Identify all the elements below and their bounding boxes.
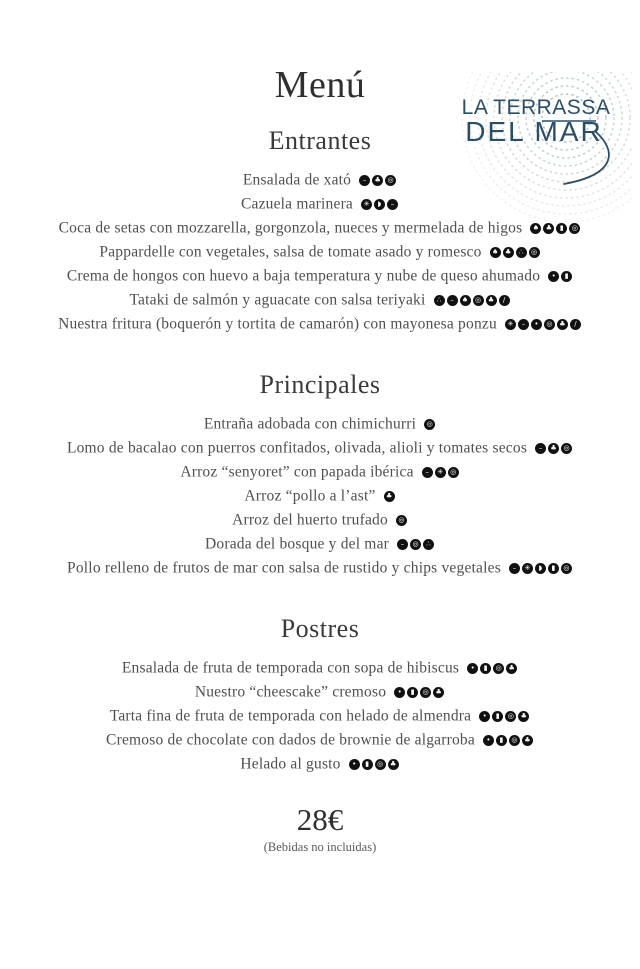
logo-text-line1: LA TERRASSA — [461, 96, 611, 119]
gluten-allergen-icon: ♠ — [460, 295, 471, 306]
logo-graphic — [446, 72, 632, 250]
crustaceans-allergen-icon: ✳ — [505, 319, 516, 330]
molluscs-allergen-icon: ◗ — [374, 199, 385, 210]
fish-allergen-icon: – — [518, 319, 529, 330]
nuts-allergen-icon: ♣ — [433, 687, 444, 698]
nuts-allergen-icon: ♣ — [557, 319, 568, 330]
milk-allergen-icon: ▮ — [407, 687, 418, 698]
menu-item — [0, 656, 640, 680]
sulphites-allergen-icon: ◎ — [410, 539, 421, 550]
egg-allergen-icon: • — [467, 663, 478, 674]
fish-allergen-icon: – — [422, 467, 433, 478]
menu-item — [0, 484, 640, 508]
menu-item-text: Arroz “senyoret” con papada ibérica — [180, 463, 414, 481]
nuts-allergen-icon: ♣ — [522, 735, 533, 746]
fish-allergen-icon: – — [397, 539, 408, 550]
milk-allergen-icon: ▮ — [362, 759, 373, 770]
restaurant-logo — [446, 72, 632, 250]
nuts-allergen-icon: ♣ — [548, 443, 559, 454]
section-heading: Principales — [259, 370, 381, 399]
nuts-allergen-icon: ♣ — [518, 711, 529, 722]
allergen-icon-row — [358, 175, 397, 186]
sesame-allergen-icon: ∴ — [434, 295, 445, 306]
soy-allergen-icon: / — [499, 295, 510, 306]
fish-allergen-icon: – — [447, 295, 458, 306]
menu-item-text: Entraña adobada con chimichurri — [203, 415, 417, 433]
section-heading: Entrantes — [268, 126, 372, 155]
allergen-icon-row — [360, 199, 399, 210]
menu-item — [0, 680, 640, 704]
sulphites-allergen-icon: ◎ — [493, 663, 504, 674]
price-note: (Bebidas no incluidas) — [263, 840, 377, 854]
allergen-icon-row — [395, 515, 408, 526]
fish-allergen-icon: – — [509, 563, 520, 574]
nuts-allergen-icon: ♣ — [543, 223, 554, 234]
menu-item-text: Cazuela marinera — [240, 195, 354, 213]
menu-item — [0, 752, 640, 776]
menu-price: 28€ — [296, 802, 344, 837]
fish-allergen-icon: – — [535, 443, 546, 454]
allergen-icon-row — [348, 759, 400, 770]
sulphites-allergen-icon: ◎ — [529, 247, 540, 258]
gluten-allergen-icon: ♠ — [530, 223, 541, 234]
menu-item-text: Dorada del bosque y del mar — [204, 535, 390, 553]
sulphites-allergen-icon: ◎ — [569, 223, 580, 234]
menu-item — [0, 264, 640, 288]
fish-allergen-icon: – — [387, 199, 398, 210]
menu-item-text: Coca de setas con mozzarella, gorgonzola, nueces y mermelada de higos — [58, 219, 523, 237]
menu-page — [0, 64, 640, 969]
fish-allergen-icon: – — [359, 175, 370, 186]
allergen-icon-row — [393, 687, 445, 698]
menu-section-postres — [0, 614, 640, 776]
allergen-icon-row — [547, 271, 573, 282]
egg-allergen-icon: • — [349, 759, 360, 770]
gluten-allergen-icon: ♠ — [490, 247, 501, 258]
allergen-icon-row — [508, 563, 573, 574]
molluscs-allergen-icon: ◗ — [535, 563, 546, 574]
sulphites-allergen-icon: ◎ — [544, 319, 555, 330]
menu-item — [0, 704, 640, 728]
menu-item — [0, 508, 640, 532]
nuts-allergen-icon: ♣ — [503, 247, 514, 258]
logo-text-line2: DEL MAR — [465, 116, 603, 147]
milk-allergen-icon: ▮ — [561, 271, 572, 282]
menu-item-text: Pappardelle con vegetales, salsa de tomate asado y romesco — [99, 243, 482, 261]
egg-allergen-icon: • — [483, 735, 494, 746]
menu-item — [0, 288, 640, 312]
egg-allergen-icon: • — [479, 711, 490, 722]
nuts-allergen-icon: ♣ — [486, 295, 497, 306]
milk-allergen-icon: ▮ — [480, 663, 491, 674]
menu-item-text: Pollo relleno de frutos de mar con salsa de rustido y chips vegetales — [67, 559, 501, 577]
sulphites-allergen-icon: ◎ — [473, 295, 484, 306]
nuts-allergen-icon: ♣ — [384, 491, 395, 502]
allergen-icon-row — [466, 663, 518, 674]
milk-allergen-icon: ▮ — [548, 563, 559, 574]
crustaceans-allergen-icon: ✳ — [435, 467, 446, 478]
allergen-icon-row — [504, 319, 582, 330]
allergen-icon-row — [534, 443, 573, 454]
section-heading: Postres — [280, 614, 360, 643]
milk-allergen-icon: ▮ — [556, 223, 567, 234]
menu-item-text: Nuestra fritura (boquerón y tortita de camarón) con mayonesa ponzu — [58, 315, 497, 333]
sulphites-allergen-icon: ◎ — [424, 419, 435, 430]
sulphites-allergen-icon: ◎ — [561, 563, 572, 574]
allergen-icon-row — [423, 419, 436, 430]
menu-item-text: Lomo de bacalao con puerros confitados, olivada, alioli y tomates secos — [66, 439, 528, 457]
egg-allergen-icon: • — [394, 687, 405, 698]
page-title: Menú — [274, 64, 366, 106]
sesame-allergen-icon: ∴ — [516, 247, 527, 258]
menu-item-text: Crema de hongos con huevo a baja temperatura y nube de queso ahumado — [66, 267, 541, 285]
egg-allergen-icon: • — [531, 319, 542, 330]
menu-section-principales — [0, 370, 640, 580]
allergen-icon-row — [421, 467, 460, 478]
milk-allergen-icon: ▮ — [496, 735, 507, 746]
menu-item — [0, 728, 640, 752]
allergen-icon-row — [482, 735, 534, 746]
menu-item-text: Tataki de salmón y aguacate con salsa teriyaki — [129, 291, 426, 309]
menu-item-text: Helado al gusto — [240, 755, 341, 773]
crustaceans-allergen-icon: ✳ — [522, 563, 533, 574]
menu-item-text: Ensalada de xató — [242, 171, 352, 189]
allergen-icon-row — [478, 711, 530, 722]
menu-item-text: Arroz del huerto trufado — [232, 511, 388, 529]
egg-allergen-icon: • — [548, 271, 559, 282]
menu-item-text: Nuestro “cheescake” cremoso — [194, 683, 387, 701]
sulphites-allergen-icon: ◎ — [396, 515, 407, 526]
sesame-allergen-icon: ∴ — [423, 539, 434, 550]
allergen-icon-row — [396, 539, 435, 550]
menu-item — [0, 412, 640, 436]
sulphites-allergen-icon: ◎ — [375, 759, 386, 770]
menu-item-text: Ensalada de fruta de temporada con sopa de hibiscus — [121, 659, 460, 677]
milk-allergen-icon: ▮ — [492, 711, 503, 722]
nuts-allergen-icon: ♣ — [388, 759, 399, 770]
logo-dotted-swirl — [462, 72, 632, 222]
menu-item — [0, 312, 640, 336]
allergen-icon-row — [383, 491, 396, 502]
sulphites-allergen-icon: ◎ — [509, 735, 520, 746]
sulphites-allergen-icon: ◎ — [448, 467, 459, 478]
nuts-allergen-icon: ♣ — [506, 663, 517, 674]
sulphites-allergen-icon: ◎ — [505, 711, 516, 722]
soy-allergen-icon: / — [570, 319, 581, 330]
sulphites-allergen-icon: ◎ — [420, 687, 431, 698]
sulphites-allergen-icon: ◎ — [385, 175, 396, 186]
menu-item-text: Cremoso de chocolate con dados de brownie de algarroba — [106, 731, 475, 749]
sulphites-allergen-icon: ◎ — [561, 443, 572, 454]
menu-item — [0, 460, 640, 484]
crustaceans-allergen-icon: ✳ — [361, 199, 372, 210]
menu-item — [0, 556, 640, 580]
nuts-allergen-icon: ♣ — [372, 175, 383, 186]
price-block — [0, 802, 640, 856]
menu-item — [0, 436, 640, 460]
allergen-icon-row — [433, 295, 511, 306]
menu-item-text: Tarta fina de fruta de temporada con helado de almendra — [109, 707, 472, 725]
menu-item — [0, 532, 640, 556]
menu-item-text: Arroz “pollo a l’ast” — [244, 487, 376, 505]
